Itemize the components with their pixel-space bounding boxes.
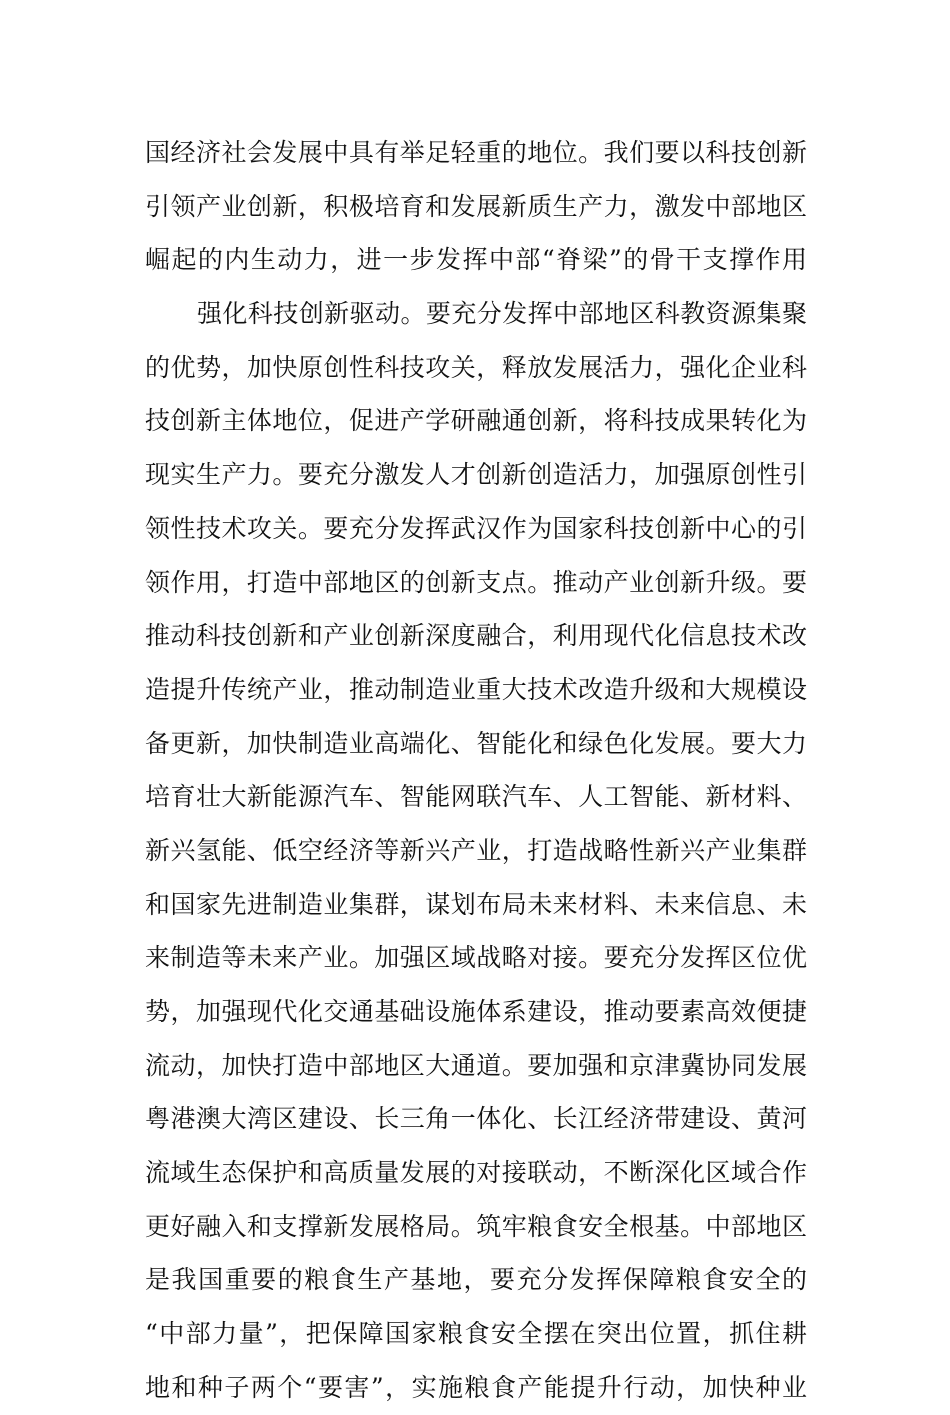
text-line: 备更新，加快制造业高端化、智能化和绿色化发展。要大力: [145, 728, 807, 758]
text-line: 推动科技创新和产业创新深度融合，利用现代化信息技术改: [145, 621, 807, 651]
text-line: 崛起的内生动力，进一步发挥中部“脊梁”的骨干支撑作用: [145, 245, 807, 275]
text-line: 国经济社会发展中具有举足轻重的地位。我们要以科技创新: [145, 138, 807, 167]
text-line: 的优势，加快原创性科技攻关，释放发展活力，强化企业科: [145, 352, 807, 382]
text-line: 势，加强现代化交通基础设施体系建设，推动要素高效便捷: [145, 997, 807, 1026]
text-line: “中部力量”，把保障国家粮食安全摆在突出位置，抓住耕: [145, 1319, 807, 1349]
text-line: 领性技术攻关。要充分发挥武汉作为国家科技创新中心的引: [145, 513, 807, 543]
text-line: 领作用，打造中部地区的创新支点。推动产业创新升级。要: [145, 567, 807, 597]
text-line: 地和种子两个“要害”，实施粮食产能提升行动，加快种业: [145, 1372, 807, 1402]
text-line: 引领产业创新，积极培育和发展新质生产力，激发中部地区: [145, 191, 807, 221]
text-line: 更好融入和支撑新发展格局。筑牢粮食安全根基。中部地区: [145, 1211, 807, 1241]
text-line: 培育壮大新能源汽车、智能网联汽车、人工智能、新材料、: [145, 782, 807, 812]
text-line: 和国家先进制造业集群，谋划布局未来材料、未来信息、未: [145, 889, 807, 919]
text-line: 技创新主体地位，促进产学研融通创新，将科技成果转化为: [145, 406, 807, 436]
text-line: 现实生产力。要充分激发人才创新创造活力，加强原创性引: [145, 460, 807, 490]
paragraph-first-line: 强化科技创新驱动。要充分发挥中部地区科教资源集聚: [197, 299, 807, 329]
text-line: 造提升传统产业，推动制造业重大技术改造升级和大规模设: [145, 674, 807, 704]
text-line: 新兴氢能、低空经济等新兴产业，打造战略性新兴产业集群: [145, 835, 807, 865]
text-line: 流域生态保护和高质量发展的对接联动，不断深化区域合作: [145, 1158, 807, 1188]
document-page: [145, 126, 807, 1415]
text-line: 流动，加快打造中部地区大通道。要加强和京津冀协同发展: [145, 1050, 807, 1080]
text-line: 来制造等未来产业。加强区域战略对接。要充分发挥区位优: [145, 943, 807, 973]
text-line: 粤港澳大湾区建设、长三角一体化、长江经济带建设、黄河: [145, 1104, 807, 1134]
text-line: 是我国重要的粮食生产基地，要充分发挥保障粮食安全的: [145, 1265, 807, 1295]
